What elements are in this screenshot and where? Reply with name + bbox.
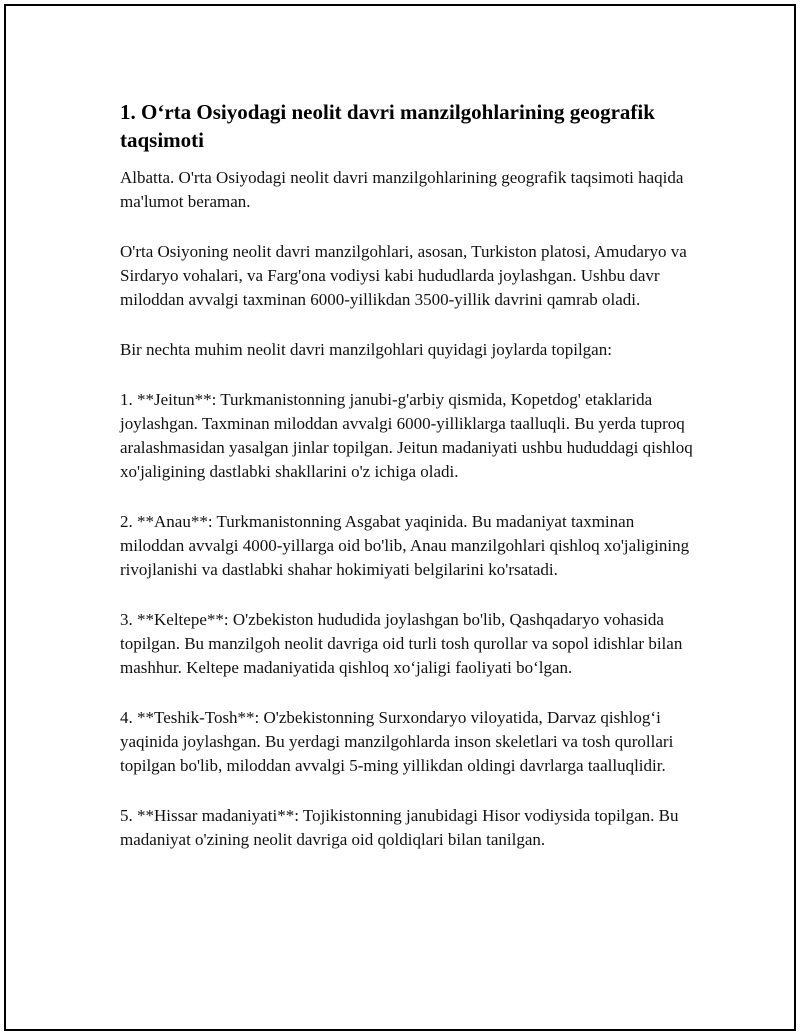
document-title: 1. O‘rta Osiyodagi neolit davri manzilgohlarining geografik taqsimoti bbox=[120, 100, 655, 152]
list-item-teshik-tosh: 4. **Teshik-Tosh**: O'zbekistonning Surxondaryo viloyatida, Darvaz qishlog‘i yaqinida joylashgan. Bu yerdagi manzilgohlarda inson skeletlari va tosh qurollari topilgan bo'lib, miloddan avvalgi 5-ming yillikdan oldingi davrlarga taalluqlidir. bbox=[120, 708, 674, 775]
list-item-anau: 2. **Anau**: Turkmanistonning Asgabat yaqinida. Bu madaniyat taxminan miloddan avvalgi 4000-yillarga oid bo'lib, Anau manzilgohlari qishloq xo'jaligining rivojlanishi va dastlabki shahar hokimiyati belgilarini ko'rsatadi. bbox=[120, 512, 690, 579]
list-item-jeitun: 1. **Jeitun**: Turkmanistonning janubi-g'arbiy qismida, Kopetdog' etaklarida joylashgan. Taxminan miloddan avvalgi 6000-yilliklarga taalluqli. Bu yerda tuproq aralashmasidan yasalgan jinlar topilgan. Jeitun madaniyati ushbu hududdagi qishloq xo'jaligining dastlabki shakllarini o'z ichiga oladi. bbox=[120, 390, 693, 481]
list-item-hissar: 5. **Hissar madaniyati**: Tojikistonning janubidagi Hisor vodiysida topilgan. Bu madaniyat o'zining neolit davriga oid qoldiqlari bilan tanilgan. bbox=[120, 806, 679, 849]
paragraph-overview: O'rta Osiyoning neolit davri manzilgohlari, asosan, Turkiston platosi, Amudaryo va Sirdaryo vohalari, va Farg'ona vodiysi kabi hududlarda joylashgan. Ushbu davr miloddan avvalgi taxminan 6000-yillikdan 3500-yillik davrini qamrab oladi. bbox=[120, 242, 687, 309]
list-item-keltepe: 3. **Keltepe**: O'zbekiston hududida joylashgan bo'lib, Qashqadaryo vohasida topilgan. Bu manzilgoh neolit davriga oid turli tosh qurollar va sopol idishlar bilan mashhur. Keltepe madaniyatida qishloq xo‘jaligi faoliyati bo‘lgan. bbox=[120, 610, 683, 677]
page-frame bbox=[4, 4, 796, 1031]
paragraph-list-intro: Bir nechta muhim neolit davri manzilgohlari quyidagi joylarda topilgan: bbox=[120, 340, 612, 359]
paragraph-intro: Albatta. O'rta Osiyodagi neolit davri manzilgohlarining geografik taqsimoti haqida ma'lumot beraman. bbox=[120, 168, 684, 211]
document-body bbox=[120, 98, 700, 878]
